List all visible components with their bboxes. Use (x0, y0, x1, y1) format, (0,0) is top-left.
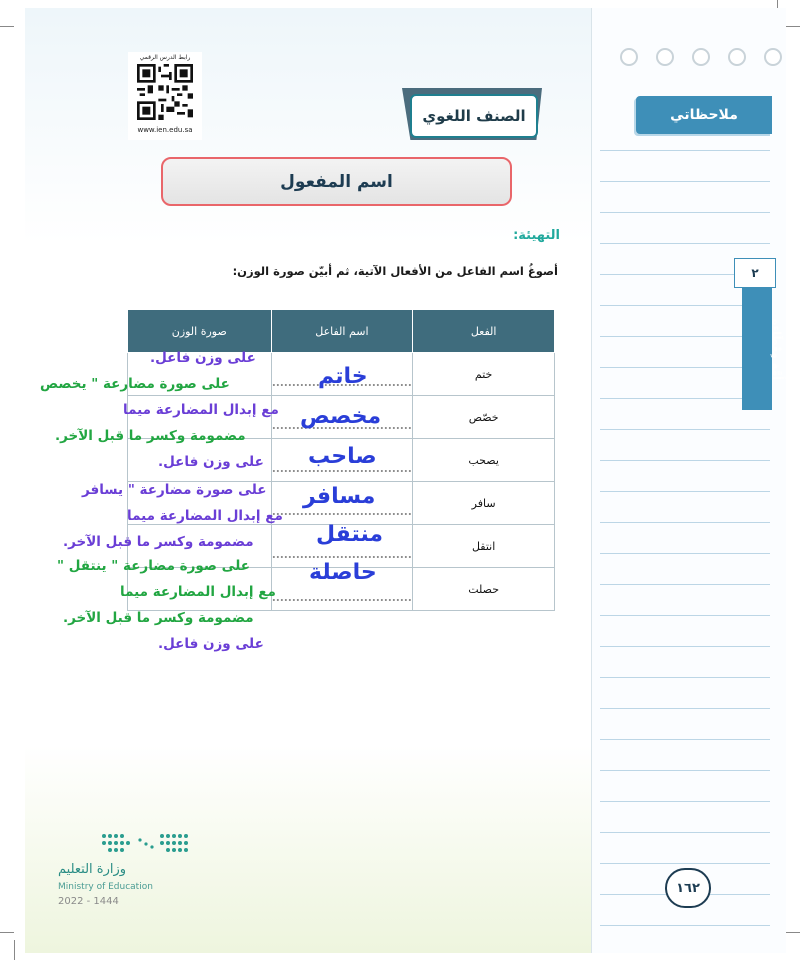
verb-cell: انتقل (413, 525, 555, 568)
unit-name: أُمَّة مِعْطَاءة (770, 319, 783, 381)
handwritten-answer: منتقل (316, 522, 384, 547)
page-number: ١٦٢ (665, 868, 711, 908)
binder-hole (620, 48, 638, 66)
verb-cell: سافر (413, 482, 555, 525)
lesson-title: اسم المفعول (161, 157, 512, 206)
binder-hole (692, 48, 710, 66)
ruled-line (600, 584, 770, 585)
handwritten-note: على صورة مضارعة " يخصص (40, 376, 230, 392)
binder-hole (656, 48, 674, 66)
crop-mark (0, 26, 14, 27)
ruled-line (600, 801, 770, 802)
ministry-name-en: Ministry of Education (58, 882, 153, 892)
ministry-name-ar: وزارة التعليم (58, 862, 127, 877)
ruled-line (600, 150, 770, 151)
exercise-instruction: أصوغُ اسم الفاعل من الأفعال الآتية، ثم أبيّن صورة الوزن: (232, 264, 558, 278)
header-subject: اسم الفاعل (271, 310, 413, 353)
ruled-line (600, 243, 770, 244)
handwritten-answer: مسافر (303, 484, 376, 509)
ruled-line (600, 832, 770, 833)
ruled-line (600, 863, 770, 864)
handwritten-answer: مخصص (300, 404, 382, 429)
ruled-line (600, 212, 770, 213)
warmup-heading: التهيئة: (513, 228, 560, 243)
header-pattern: صورة الوزن (128, 310, 272, 353)
academic-year: 2022 - 1444 (58, 896, 119, 907)
handwritten-answer: خاتم (318, 364, 368, 389)
ruled-line (600, 522, 770, 523)
binder-hole (764, 48, 782, 66)
qr-label: رابط الدرس الرقمي (139, 54, 191, 61)
ruled-line (600, 925, 770, 926)
handwritten-note: مع إبدال المضارعة ميما (127, 508, 283, 524)
ruled-line (600, 429, 770, 430)
ruled-line (600, 491, 770, 492)
handwritten-note: على صورة مضارعة " ينتقل " (57, 558, 250, 574)
ruled-line (600, 770, 770, 771)
ruled-line (600, 708, 770, 709)
handwritten-note: مع إبدال المضارعة ميما (120, 584, 276, 600)
qr-block[interactable] (128, 52, 202, 140)
ruled-line (600, 553, 770, 554)
handwritten-note: على وزن فاعل. (158, 636, 264, 652)
verb-cell: حصلت (413, 568, 555, 611)
ruled-line (600, 181, 770, 182)
verb-cell: ختم (413, 353, 555, 396)
ruled-line (600, 460, 770, 461)
ruled-line (600, 677, 770, 678)
handwritten-answer: صاحب (308, 444, 377, 469)
handwritten-note: مضمومة وكسر ما قبل الآخر. (63, 534, 254, 550)
verb-cell: يصحب (413, 439, 555, 482)
handwritten-note: على وزن فاعل. (158, 454, 264, 470)
notes-title: ملاحظاتي (636, 96, 772, 134)
verb-cell: خصّص (413, 396, 555, 439)
binder-hole (728, 48, 746, 66)
handwritten-note: على وزن فاعل. (150, 350, 256, 366)
handwritten-answer: حاصلة (309, 560, 377, 585)
header-verb: الفعل (413, 310, 555, 353)
handwritten-note: مع إبدال المضارعة ميما (123, 402, 279, 418)
category-tag: الصنف اللغوي (410, 94, 538, 138)
handwritten-note: مضمومة وكسر ما قبل الآخر. (55, 428, 246, 444)
crop-mark (786, 932, 800, 933)
unit-number: ٢ (734, 258, 776, 288)
qr-code-icon[interactable] (137, 64, 193, 120)
ruled-line (600, 615, 770, 616)
ruled-line (600, 739, 770, 740)
crop-mark (786, 26, 800, 27)
qr-url[interactable]: www.ien.edu.sa (137, 126, 193, 134)
ruled-line (600, 646, 770, 647)
handwritten-note: مضمومة وكسر ما قبل الآخر. (63, 610, 254, 626)
ministry-logo-icon (100, 830, 190, 856)
crop-mark (14, 940, 15, 960)
crop-mark (0, 932, 14, 933)
handwritten-note: على صورة مضارعة " يسافر (82, 482, 267, 498)
